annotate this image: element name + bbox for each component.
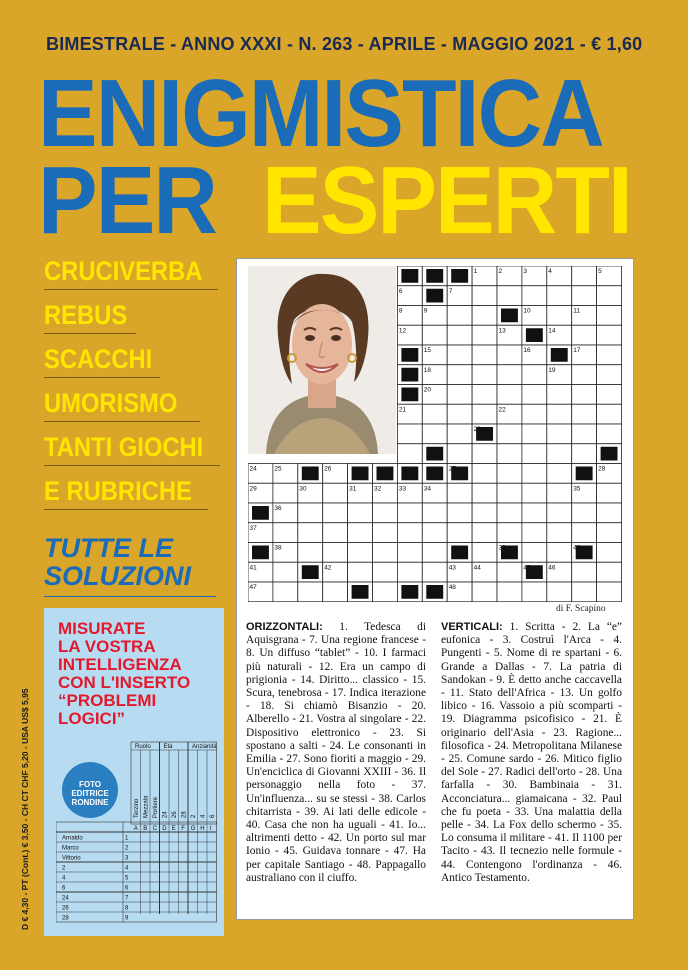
crossword-cell	[422, 543, 447, 563]
menu-item-rubriche: E RUBRICHE	[44, 476, 192, 506]
crossword-cell	[447, 523, 472, 543]
cell-number: 29	[249, 485, 257, 493]
crossword-cell	[597, 523, 622, 543]
crossword-cell	[472, 345, 497, 365]
clues-orizzontali-text: 1. Tedesca di Aquisgrana - 7. Una regione francese - 8. Un diffuso “tablet” - 10. I farmaci più naturali - 12. Era un campo di prigionia - 14. Diritto... classico - 15. Scura, tenebrosa - 17. Indica iterazione - 18. Si chiamò Bisanzio - 20. Alberello - 21. Vostra al singolare - 22. Dispositivo elettronico - 23. Si spostano a salti - 24. Le consonanti in Emilia - 27. Sono fioriti a maggio - 29. Un'enciclica di Giovanni XXIII - 36. Il personaggio nella foto - 37. Un'influenza... su se stessi - 38. Carlos chitarrista - 39. Ai lati delle edicole - 40. Casa che non ha uguali - 41. Io... altrimenti detto - 42. Un porto sul mar Ionio - 45. Guidava tonnare - 47. Ha per capitale Santiago - 48. Pappagallo australiano con il ciuffo.	[246, 621, 426, 884]
crossword-cell	[323, 483, 348, 503]
crossword-cell	[397, 562, 422, 582]
crossword-cell	[597, 286, 622, 306]
crossword-cell	[547, 582, 572, 602]
issue-line: BIMESTRALE - ANNO XXXI - N. 263 - APRILE - MAGGIO 2021 - € 1,60	[46, 34, 643, 54]
crossword-cell	[472, 286, 497, 306]
cell-number: 4	[548, 268, 552, 275]
title-per: PER	[38, 147, 216, 254]
cell-number: 10	[523, 307, 531, 315]
table-row-number: 1	[125, 835, 129, 842]
table-column-letter: A	[133, 826, 138, 832]
cell-number: 1	[473, 268, 478, 275]
cell-number: 41	[249, 564, 257, 572]
crossword-cell	[547, 286, 572, 306]
crossword-cell	[572, 404, 597, 424]
table-row-number: 6	[125, 885, 129, 892]
cell-number: 33	[398, 485, 407, 493]
crossword-cell	[497, 503, 522, 523]
cell-number: 39	[498, 544, 506, 552]
crossword-cell	[547, 444, 572, 464]
crossword-cell	[572, 365, 597, 385]
table-row-number: 7	[125, 895, 129, 902]
crossword-cell	[273, 582, 298, 602]
cell-number: 44	[473, 564, 481, 572]
crossword-cell	[572, 385, 597, 405]
title-enigmistica: ENIGMISTICA	[38, 60, 603, 167]
crossword-cell	[597, 483, 622, 503]
black-square	[352, 585, 369, 599]
cell-number: 3	[523, 268, 528, 275]
crossword-cell	[547, 543, 572, 563]
black-square	[451, 269, 468, 283]
black-square	[426, 467, 443, 481]
crossword-cell	[472, 582, 497, 602]
table-column-letter: G	[190, 826, 196, 832]
solutions-line-1: TUTTE LE	[44, 533, 173, 563]
clues-verticali	[441, 621, 622, 885]
crossword-cell	[547, 424, 572, 444]
insert-line: INTELLIGENZA	[58, 655, 182, 675]
insert-line: CON L'INSERTO	[58, 673, 191, 693]
black-square	[526, 328, 543, 342]
crossword-cell	[522, 582, 547, 602]
crossword-cell	[373, 503, 398, 523]
crossword-cell	[422, 325, 447, 345]
crossword-cell	[422, 523, 447, 543]
crossword-cell	[497, 464, 522, 484]
cell-number: 42	[324, 564, 332, 572]
menu-divider	[44, 333, 136, 334]
cell-number: 20	[423, 386, 432, 394]
crossword-cell	[447, 385, 472, 405]
black-square	[352, 467, 369, 481]
crossword-cell	[422, 503, 447, 523]
cell-number: 30	[299, 485, 307, 493]
table-column-letter: D	[162, 826, 167, 832]
crossword-cell	[472, 503, 497, 523]
insert-line: LA VOSTRA	[58, 637, 156, 657]
cell-number: 48	[448, 584, 456, 591]
menu-divider	[44, 377, 160, 378]
crossword-cell	[472, 404, 497, 424]
crossword-cell	[373, 523, 398, 543]
crossword-cell	[597, 345, 622, 365]
insert-line: MISURATE	[58, 619, 146, 638]
crossword-cell	[422, 562, 447, 582]
cell-number: 26	[324, 465, 332, 473]
crossword-cell	[422, 424, 447, 444]
cell-number: 46	[548, 564, 556, 572]
black-square	[401, 388, 418, 402]
crossword-cell	[472, 464, 497, 484]
crossword-cell	[447, 306, 472, 326]
crossword-cell	[373, 543, 398, 563]
table-column-header: 4	[200, 814, 207, 818]
crossword-cell	[298, 582, 323, 602]
cell-number: 25	[274, 465, 282, 473]
table-column-header: 2	[191, 814, 197, 818]
cell-number: 34	[423, 485, 432, 493]
black-square	[401, 368, 418, 382]
table-row-label: 4	[62, 875, 66, 882]
crossword-cell	[397, 444, 422, 464]
cell-number: 35	[573, 485, 581, 493]
crossword-cell	[447, 503, 472, 523]
crossword-cell	[397, 523, 422, 543]
table-row-label: 6	[62, 885, 66, 892]
table-group-header: Età	[163, 744, 173, 750]
cell-number: 6	[398, 287, 403, 295]
table-row-number: 5	[125, 875, 129, 882]
table-column-letter: H	[200, 826, 205, 832]
crossword-cell	[497, 483, 522, 503]
crossword-cell	[572, 444, 597, 464]
logic-puzzle-table	[56, 740, 224, 930]
crossword-cell	[323, 523, 348, 543]
black-square	[426, 289, 443, 303]
crossword-cell	[323, 503, 348, 523]
crossword-cell	[298, 523, 323, 543]
crossword-cell	[422, 404, 447, 424]
table-group-header: Anzianità	[192, 744, 217, 750]
crossword-cell	[273, 483, 298, 503]
crossword-cell	[572, 562, 597, 582]
crossword-cell	[472, 523, 497, 543]
cell-number: 9	[423, 307, 428, 315]
black-square	[551, 348, 568, 362]
crossword-cell	[522, 503, 547, 523]
crossword-cell	[597, 404, 622, 424]
crossword-cell	[447, 444, 472, 464]
cell-number: 27	[448, 465, 456, 473]
price-list: D € 4,30 - PT (Cont.) € 3,50 - CH CT CHF 5,20 - USA US$ 5,95	[20, 688, 30, 930]
table-row-label: 24	[62, 895, 69, 902]
cell-number: 8	[398, 307, 403, 315]
cell-number: 5	[598, 268, 602, 275]
table-row-number: 3	[125, 855, 129, 862]
menu-divider	[44, 289, 218, 290]
crossword-cell	[597, 503, 622, 523]
crossword-cell	[348, 523, 373, 543]
crossword-cell	[447, 325, 472, 345]
table-row-label: 2	[62, 865, 66, 872]
cell-number: 18	[423, 366, 432, 374]
cell-number: 12	[398, 327, 407, 335]
crossword-cell	[522, 365, 547, 385]
crossword-cell	[472, 306, 497, 326]
crossword-cell	[597, 582, 622, 602]
table-column-header: 28	[181, 811, 188, 818]
black-square	[252, 506, 269, 520]
black-square	[601, 447, 618, 461]
crossword-cell	[547, 306, 572, 326]
crossword-cell	[597, 562, 622, 582]
crossword-cell	[497, 286, 522, 306]
crossword-cell	[522, 464, 547, 484]
crossword-cell	[597, 385, 622, 405]
crossword-cell	[373, 582, 398, 602]
cell-number: 23	[473, 426, 481, 433]
crossword-cell	[522, 424, 547, 444]
black-square	[401, 348, 418, 362]
table-row-label: Arnaldo	[62, 835, 83, 842]
menu-item-umorismo: UMORISMO	[44, 388, 178, 418]
table-row-label: 26	[62, 905, 69, 912]
crossword-cell	[547, 503, 572, 523]
clues-verticali-title: VERTICALI:	[441, 621, 503, 633]
crossword-cell	[497, 345, 522, 365]
table-row-number: 4	[125, 865, 129, 872]
cell-number: 11	[573, 307, 580, 315]
cell-number: 31	[349, 485, 357, 493]
black-square	[302, 565, 319, 579]
table-column-header: 24	[162, 811, 169, 818]
menu-item-cruciverba: CRUCIVERBA	[44, 256, 203, 286]
menu-divider	[44, 421, 200, 422]
crossword-cell	[273, 562, 298, 582]
crossword-cell	[522, 543, 547, 563]
cell-number: 2	[498, 268, 503, 275]
black-square	[426, 447, 443, 461]
crossword-cell	[497, 562, 522, 582]
clues-orizzontali-title: ORIZZONTALI:	[246, 621, 323, 633]
menu-divider	[44, 465, 220, 466]
crossword-cell	[522, 444, 547, 464]
title-esperti: ESPERTI	[262, 147, 631, 254]
crossword-cell	[298, 503, 323, 523]
crossword-cell	[397, 503, 422, 523]
menu-item-scacchi: SCACCHI	[44, 344, 153, 374]
table-column-letter: I	[209, 826, 212, 832]
crossword-cell	[472, 483, 497, 503]
crossword-cell	[522, 286, 547, 306]
table-row-label: Marco	[62, 845, 79, 852]
menu-item-rebus: REBUS	[44, 300, 128, 330]
crossword-cell	[597, 543, 622, 563]
logo-text: FOTO EDITRICE RONDINE	[71, 780, 109, 807]
crossword-cell	[472, 444, 497, 464]
crossword-cell	[547, 385, 572, 405]
table-row-number: 9	[125, 915, 129, 922]
solutions-label	[44, 535, 191, 591]
black-square	[401, 585, 418, 599]
crossword-cell	[547, 483, 572, 503]
cell-number: 45	[523, 564, 531, 572]
crossword-cell	[522, 523, 547, 543]
crossword-cell	[547, 404, 572, 424]
cell-number: 16	[523, 347, 531, 354]
cell-number: 28	[598, 465, 606, 473]
cell-number: 43	[448, 564, 456, 572]
crossword-cell	[547, 464, 572, 484]
crossword-cell	[522, 385, 547, 405]
crossword-cell	[572, 503, 597, 523]
black-square	[426, 585, 443, 599]
crossword-cell	[273, 523, 298, 543]
crossword-cell	[472, 325, 497, 345]
menu-divider	[44, 509, 208, 510]
table-row-number: 2	[125, 845, 129, 852]
black-square	[401, 467, 418, 481]
insert-headline	[58, 620, 223, 728]
crossword-cell	[348, 562, 373, 582]
crossword-cell	[497, 582, 522, 602]
crossword-cell	[497, 385, 522, 405]
table-column-letter: E	[171, 826, 176, 832]
crossword-cell	[447, 345, 472, 365]
table-column-header: Mezzala	[143, 795, 150, 818]
cell-number: 40	[573, 544, 581, 552]
black-square	[252, 546, 269, 560]
crossword-cell	[472, 385, 497, 405]
table-row-label: Vittorio	[62, 855, 81, 862]
table-column-letter: F	[181, 826, 185, 832]
cell-number: 19	[548, 366, 556, 374]
table-column-header: Portiere	[153, 796, 159, 818]
black-square	[576, 467, 593, 481]
table-row-label: 28	[62, 915, 69, 922]
crossword-cell	[397, 543, 422, 563]
crossword-cell	[497, 523, 522, 543]
crossword-cell	[298, 543, 323, 563]
cell-number: 13	[498, 327, 506, 335]
table-column-header: 26	[172, 811, 178, 818]
crossword-cell	[522, 404, 547, 424]
crossword-cell	[447, 424, 472, 444]
clues-verticali-text: 1. Scritta - 2. La “e” eufonica - 3. Costruì l'Arca - 4. Pungenti - 5. Nome di re spartani - 6. Grande a Dallas - 7. La patria di Sandokan - 9. È detto anche caccavella - 11. Stato dell'Africa - 13. Un golfo libico - 16. Vassoio a più scomparti - 19. Diagramma psicofisico - 21. È originario dell'Asia - 23. Ragione... filosofica - 24. Metropolitana Milanese - 25. Comune sardo - 26. Mitico figlio del Sole - 27. Radici dell'orto - 28. Una farfalla - 30. Bambinaia - 31. Acconciatura... giamaicana - 32. Paul che fu poeta - 33. Una malattia della pelle - 34. La Fox dello schermo - 35. Lo consuma il militare - 41. Il 1100 per Tacito - 43. Il tecnezio nelle formule - 44. Contengono l'ordinanza - 46. Antico Testamento.	[441, 621, 622, 884]
table-column-letter: C	[152, 826, 158, 832]
cell-number: 22	[498, 406, 506, 414]
black-square	[501, 309, 518, 323]
cell-number: 21	[398, 406, 407, 414]
crossword-cell	[597, 424, 622, 444]
insert-line: “PROBLEMI	[58, 691, 157, 711]
crossword-cell	[472, 543, 497, 563]
crossword-cell	[522, 483, 547, 503]
menu-item-tanti-giochi: TANTI GIOCHI	[44, 432, 204, 462]
table-row-number: 8	[125, 905, 129, 912]
cell-number: 17	[573, 347, 581, 354]
cell-number: 47	[249, 584, 257, 591]
crossword-cell	[497, 444, 522, 464]
crossword-cell	[472, 365, 497, 385]
crossword-cell	[348, 503, 373, 523]
crossword-cell	[597, 365, 622, 385]
table-column-letter: B	[143, 826, 148, 832]
black-square	[377, 467, 394, 481]
black-square	[302, 467, 319, 481]
crossword-cell	[572, 582, 597, 602]
crossword-cell	[572, 523, 597, 543]
crossword-cell	[497, 424, 522, 444]
crossword-cell	[572, 266, 597, 286]
crossword-cell	[397, 424, 422, 444]
crossword-cell	[323, 543, 348, 563]
black-square	[426, 269, 443, 283]
crossword-grid	[248, 266, 622, 602]
solutions-line-2: SOLUZIONI	[44, 560, 191, 591]
black-square	[401, 269, 418, 283]
crossword-cell	[447, 404, 472, 424]
crossword-cell	[323, 582, 348, 602]
solutions-divider	[44, 596, 216, 597]
cell-number: 36	[274, 505, 282, 512]
cell-number: 24	[249, 465, 257, 473]
crossword-cell	[447, 483, 472, 503]
table-column-header: Terzino	[134, 798, 140, 818]
black-square	[451, 546, 468, 560]
crossword-cell	[572, 325, 597, 345]
author-signature: di F. Scapino	[556, 604, 606, 614]
crossword-cell	[447, 365, 472, 385]
table-column-header: 6	[210, 814, 216, 818]
crossword-cell	[547, 523, 572, 543]
cell-number: 7	[448, 287, 453, 295]
crossword-cell	[597, 306, 622, 326]
crossword-cell	[497, 365, 522, 385]
crossword-cell	[572, 286, 597, 306]
insert-line: LOGICI”	[58, 709, 126, 729]
clues-orizzontali	[246, 621, 426, 885]
cell-number: 32	[374, 485, 382, 493]
cell-number: 15	[423, 347, 432, 354]
crossword-cell	[348, 543, 373, 563]
crossword-cell	[597, 325, 622, 345]
table-group-header: Ruolo	[135, 744, 151, 750]
cell-number: 38	[274, 544, 282, 552]
cell-number: 37	[249, 524, 257, 532]
cell-number: 14	[548, 327, 556, 335]
crossword-cell	[572, 424, 597, 444]
crossword-cell	[373, 562, 398, 582]
